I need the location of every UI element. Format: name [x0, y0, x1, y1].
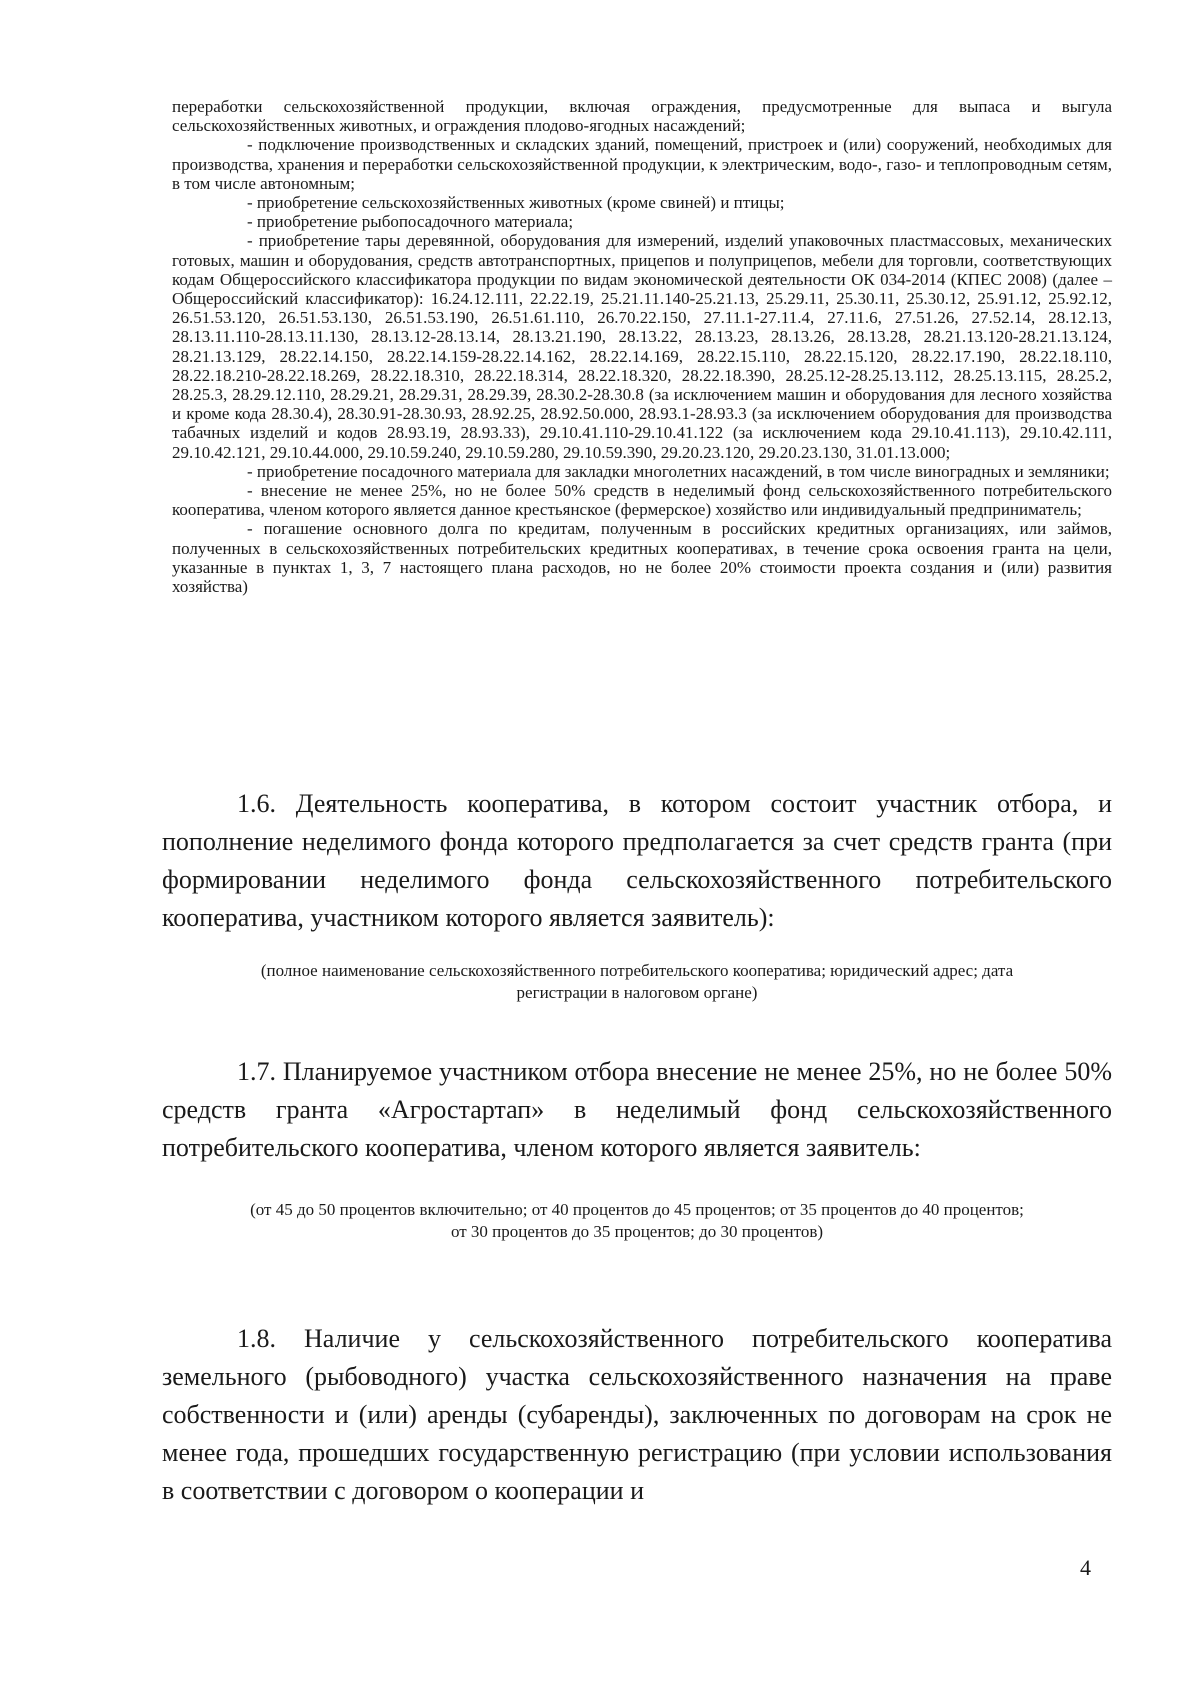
section-1-8	[162, 1320, 1112, 1510]
paragraph-fish-stock: - приобретение рыбопосадочного материала;	[247, 212, 574, 232]
section-1-7-note	[162, 1199, 1112, 1243]
section-1-7-text: 1.7. Планируемое участником отбора внесение не менее 25%, но не более 50% средств гранта «Агростартап» в неделимый фонд сельскохозяйственного потребительского кооператива, членом которого является заявитель:	[162, 1057, 1112, 1162]
expense-list	[172, 97, 1112, 596]
paragraph-planting-material: - приобретение посадочного материала для закладки многолетних насаждений, в том числе виноградных и земляники;	[247, 461, 1110, 481]
paragraph-equipment-codes: - приобретение тары деревянной, оборудования для измерений, изделий упаковочных пластмассовых, механических готовых, машин и оборудования, средств автотранспортных, прицепов и полуприцепов, мебели для торговли, соответствующих кодам Общероссийского классификатора продукции по видам экономической деятельности ОК 034-2014 (КПЕС 2008) (далее – Общероссийский классификатор): 16.24.12.111, 22.22.19, 25.21.11.140-25.21.13, 25.29.11, 25.30.11, 25.30.12, 25.91.12, 25.92.12, 26.51.53.120, 26.51.53.130, 26.51.53.190, 26.51.61.110, 26.70.22.150, 27.11.1-27.11.4, 27.11.6, 27.51.26, 27.52.14, 28.12.13, 28.13.11.110-28.13.11.130, 28.13.12-28.13.14, 28.13.21.190, 28.13.22, 28.13.23, 28.13.26, 28.13.28, 28.21.13.120-28.21.13.124, 28.21.13.129, 28.22.14.150, 28.22.14.159-28.22.14.162, 28.22.14.169, 28.22.15.110, 28.22.15.120, 28.22.17.190, 28.22.18.110, 28.22.18.210-28.22.18.269, 28.22.18.310, 28.22.18.314, 28.22.18.320, 28.22.18.390, 28.25.12-28.25.13.112, 28.25.13.115, 28.25.2, 28.25.3, 28.29.12.110, 28.29.21, 28.29.31, 28.29.39, 28.30.2-28.30.8 (за исключением машин и оборудования для лесного хозяйства и кроме кода 28.30.4), 28.30.91-28.30.93, 28.92.25, 28.92.50.000, 28.93.1-28.93.3 (за исключением оборудования для производства табачных изделий и кодов 28.93.19, 28.93.33), 29.10.41.110-29.10.41.122 (за исключением кода 29.10.41.113), 29.10.42.111, 29.10.42.121, 29.10.44.000, 29.10.59.240, 29.10.59.280, 29.10.59.390, 29.20.23.120, 29.20.23.130, 31.01.13.000;	[172, 231, 1112, 462]
paragraph-animals: - приобретение сельскохозяйственных животных (кроме свиней) и птицы;	[247, 193, 785, 213]
paragraph-utilities: - подключение производственных и складских зданий, помещений, пристроек и (или) сооружений, необходимых для производства, хранения и переработки сельскохозяйственной продукции, к электрическим, водо-, газо- и теплопроводным сетям, в том числе автономным;	[172, 135, 1112, 193]
section-1-6-text: 1.6. Деятельность кооператива, в котором состоит участник отбора, и пополнение неделимого фонда которого предполагается за счет средств гранта (при формировании неделимого фонда сельскохозяйственного потребительского кооператива, участником которого является заявитель):	[162, 789, 1112, 932]
section-1-6-note-line2: регистрации в налоговом органе)	[516, 983, 758, 1002]
section-1-7-note-line1: (от 45 до 50 процентов включительно; от 40 процентов до 45 процентов; от 35 процентов до 40 процентов;	[250, 1200, 1024, 1219]
paragraph-loan-repayment: - погашение основного долга по кредитам, полученным в российских кредитных организациях, или займов, полученных в сельскохозяйственных потребительских кредитных кооперативах, в течение срока освоения гранта на цели, указанные в пунктах 1, 3, 7 настоящего плана расходов, но не более 20% стоимости проекта создания и (или) развития хозяйства)	[172, 519, 1112, 597]
paragraph-fencing: переработки сельскохозяйственной продукции, включая ограждения, предусмотренные для выпаса и выгула сельскохозяйственных животных, и ограждения плодово-ягодных насаждений;	[172, 97, 1112, 136]
page-number: 4	[1080, 1555, 1091, 1580]
section-1-8-text: 1.8. Наличие у сельскохозяйственного потребительского кооператива земельного (рыбоводного) участка сельскохозяйственного назначения на праве собственности и (или) аренды (субаренды), заключенных по договорам на срок не менее года, прошедших государственную регистрацию (при условии использования в соответствии с договором о кооперации и	[162, 1324, 1112, 1505]
section-1-6-note-line1: (полное наименование сельскохозяйственного потребительского кооператива; юридический адрес; дата	[260, 961, 1014, 980]
section-1-7-note-line2: от 30 процентов до 35 процентов; до 30 процентов)	[450, 1222, 824, 1241]
paragraph-cooperative-fund: - внесение не менее 25%, но не более 50% средств в неделимый фонд сельскохозяйственного потребительского кооператива, членом которого является данное крестьянское (фермерское) хозяйство или индивидуальный предприниматель;	[172, 481, 1112, 520]
section-1-6-note	[162, 960, 1112, 1004]
section-1-6	[162, 785, 1112, 937]
section-1-7	[162, 1053, 1112, 1167]
